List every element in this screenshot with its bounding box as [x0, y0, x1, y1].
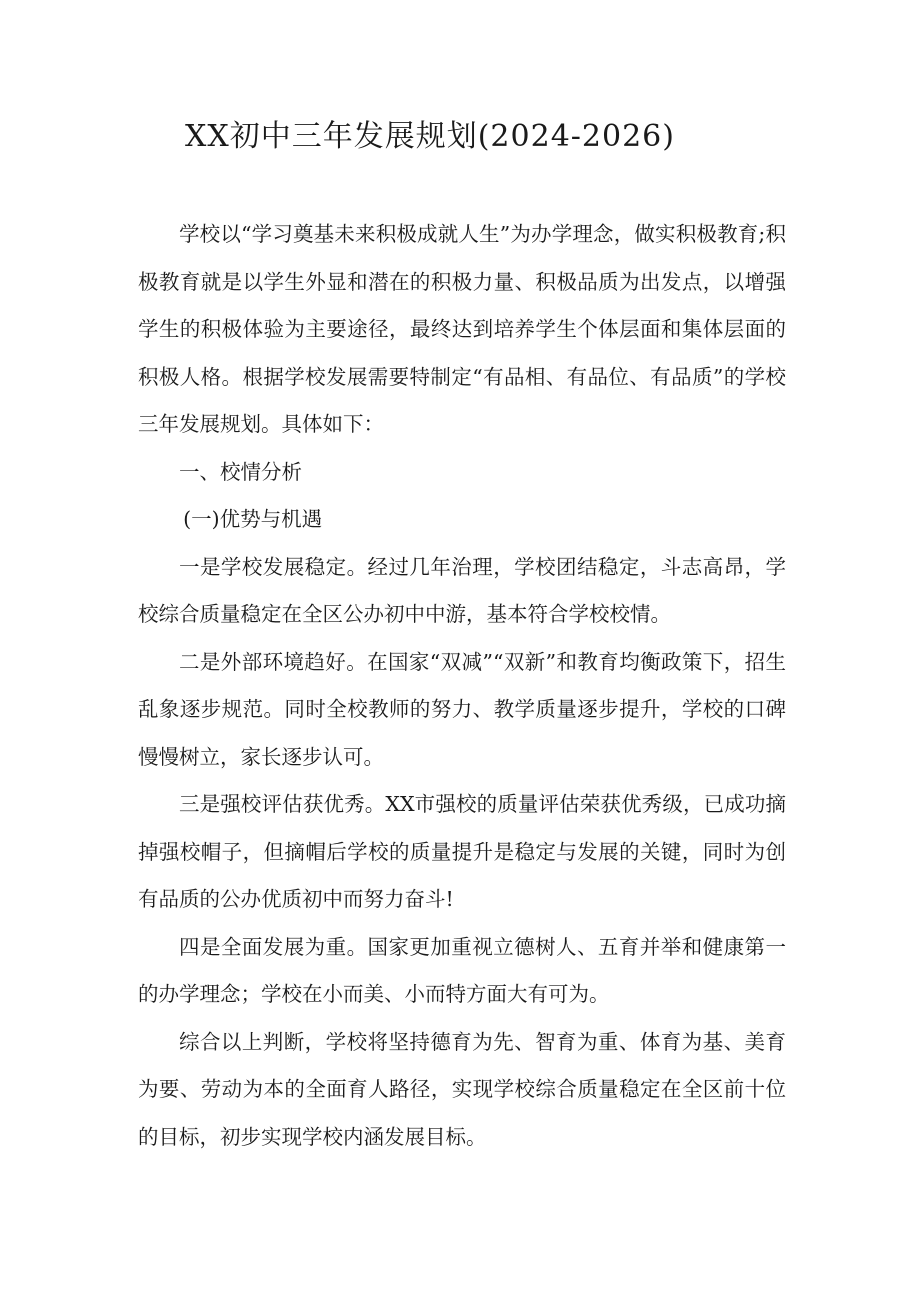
body-paragraph: 一是学校发展稳定。经过几年治理，学校团结稳定，斗志高昂，学校综合质量稳定在全区公办初中中游，基本符合学校校情。 — [138, 554, 786, 626]
subsection-heading: (一)优势与机遇 — [183, 507, 323, 531]
body-paragraph: 四是全面发展为重。国家更加重视立德树人、五育并举和健康第一的办学理念；学校在小而美、小而特方面大有可为。 — [138, 934, 786, 1006]
intro-paragraph: 学校以“学习奠基未来积极成就人生”为办学理念，做实积极教育;积极教育就是以学生外显和潜在的积极力量、积极品质为出发点，以增强学生的积极体验为主要途径，最终达到培养学生个体层面和集体层面的积极人格。根据学校发展需要特制定“有品相、有品位、有品质”的学校三年发展规划。具体如下： — [138, 222, 786, 436]
body-paragraph: 综合以上判断，学校将坚持德育为先、智育为重、体育为基、美育为要、劳动为本的全面育人路径，实现学校综合质量稳定在全区前十位的目标，初步实现学校内涵发展目标。 — [138, 1029, 786, 1149]
document-body — [138, 211, 786, 1161]
document-title: XX初中三年发展规划(2024-2026) — [185, 119, 675, 154]
body-paragraph: 二是外部环境趋好。在国家“双减”“双新”和教育均衡政策下，招生乱象逐步规范。同时全校教师的努力、教学质量逐步提升，学校的口碑慢慢树立，家长逐步认可。 — [138, 649, 786, 769]
body-paragraph: 三是强校评估获优秀。XX市强校的质量评估荣获优秀级，已成功摘掉强校帽子，但摘帽后学校的质量提升是稳定与发展的关键，同时为创有品质的公办优质初中而努力奋斗! — [138, 792, 786, 911]
section-heading: 一、校情分析 — [179, 459, 302, 484]
